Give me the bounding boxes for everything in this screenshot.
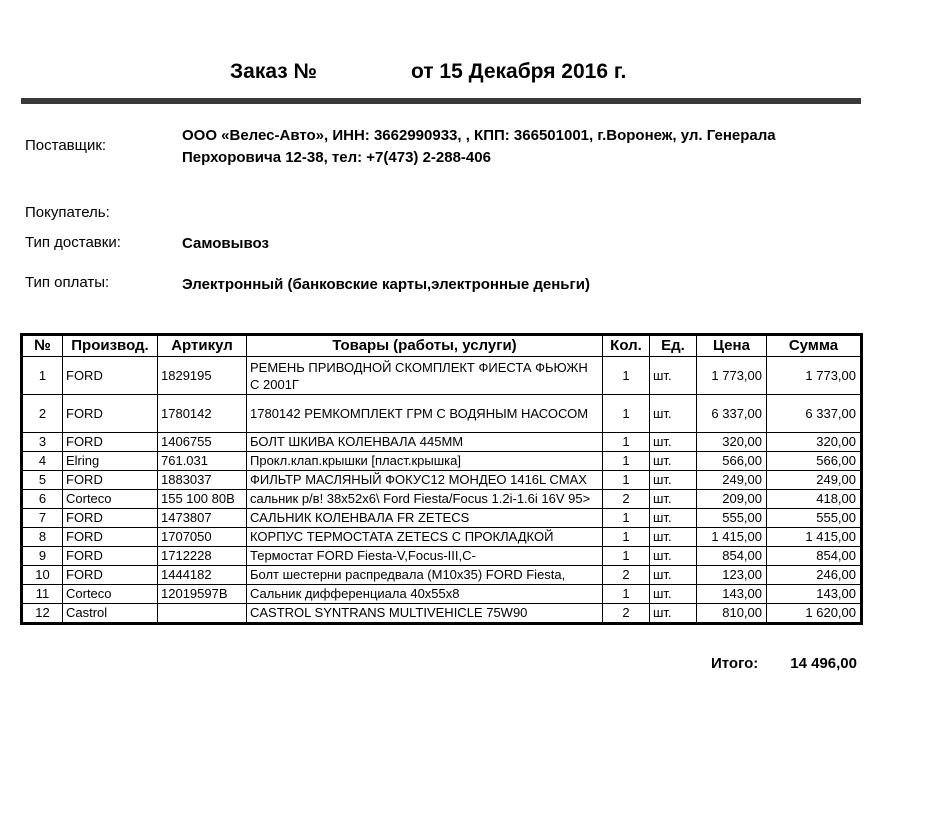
row-number: 1 bbox=[22, 357, 63, 395]
column-header: Кол. bbox=[603, 335, 650, 357]
payment-label: Тип оплаты: bbox=[25, 274, 110, 291]
unit-cell: шт. bbox=[650, 585, 697, 604]
price-cell: 555,00 bbox=[697, 509, 767, 528]
product-name-cell: Прокл.клап.крышки [пласт.крышка] bbox=[247, 452, 603, 471]
table-row bbox=[22, 547, 862, 566]
table-row bbox=[22, 585, 862, 604]
product-name-cell: САЛЬНИК КОЛЕНВАЛА FR ZETECS bbox=[247, 509, 603, 528]
product-name-cell: БОЛТ ШКИВА КОЛЕНВАЛА 445ММ bbox=[247, 433, 603, 452]
price-cell: 566,00 bbox=[697, 452, 767, 471]
order-title bbox=[230, 60, 627, 84]
price-cell: 1 773,00 bbox=[697, 357, 767, 395]
row-number: 10 bbox=[22, 566, 63, 585]
buyer-label: Покупатель: bbox=[25, 204, 110, 221]
table-row bbox=[22, 433, 862, 452]
row-number: 9 bbox=[22, 547, 63, 566]
sku-cell: 1780142 bbox=[158, 395, 247, 433]
product-name-cell: Термостат FORD Fiesta-V,Focus-III,C- bbox=[247, 547, 603, 566]
row-number: 7 bbox=[22, 509, 63, 528]
sum-cell: 249,00 bbox=[767, 471, 862, 490]
unit-cell: шт. bbox=[650, 490, 697, 509]
sum-cell: 854,00 bbox=[767, 547, 862, 566]
product-name-cell: 1780142 РЕМКОМПЛЕКТ ГРМ С ВОДЯНЫМ НАСОСОМ bbox=[247, 395, 603, 433]
sku-cell: 12019597B bbox=[158, 585, 247, 604]
price-cell: 320,00 bbox=[697, 433, 767, 452]
sku-cell bbox=[158, 604, 247, 624]
quantity-cell: 2 bbox=[603, 604, 650, 624]
manufacturer-cell: FORD bbox=[63, 547, 158, 566]
total-label: Итого: bbox=[711, 655, 759, 672]
price-cell: 123,00 bbox=[697, 566, 767, 585]
sum-cell: 1 620,00 bbox=[767, 604, 862, 624]
table-header-row bbox=[22, 335, 862, 357]
manufacturer-cell: FORD bbox=[63, 471, 158, 490]
row-number: 8 bbox=[22, 528, 63, 547]
sum-cell: 555,00 bbox=[767, 509, 862, 528]
sku-cell: 1473807 bbox=[158, 509, 247, 528]
row-number: 5 bbox=[22, 471, 63, 490]
unit-cell: шт. bbox=[650, 395, 697, 433]
quantity-cell: 1 bbox=[603, 509, 650, 528]
sum-cell: 566,00 bbox=[767, 452, 862, 471]
table-row bbox=[22, 471, 862, 490]
header-divider bbox=[21, 98, 861, 104]
quantity-cell: 1 bbox=[603, 528, 650, 547]
unit-cell: шт. bbox=[650, 433, 697, 452]
unit-cell: шт. bbox=[650, 547, 697, 566]
sum-cell: 418,00 bbox=[767, 490, 862, 509]
price-cell: 810,00 bbox=[697, 604, 767, 624]
unit-cell: шт. bbox=[650, 452, 697, 471]
payment-value: Электронный (банковские карты,электронные деньги) bbox=[182, 276, 590, 293]
quantity-cell: 1 bbox=[603, 471, 650, 490]
row-number: 4 bbox=[22, 452, 63, 471]
product-name-cell: Сальник дифференциала 40x55x8 bbox=[247, 585, 603, 604]
table-row bbox=[22, 566, 862, 585]
column-header: Сумма bbox=[767, 335, 862, 357]
table-row bbox=[22, 604, 862, 624]
manufacturer-cell: Elring bbox=[63, 452, 158, 471]
manufacturer-cell: FORD bbox=[63, 433, 158, 452]
row-number: 12 bbox=[22, 604, 63, 624]
manufacturer-cell: FORD bbox=[63, 357, 158, 395]
table-row bbox=[22, 509, 862, 528]
unit-cell: шт. bbox=[650, 566, 697, 585]
sku-cell: 155 100 80B bbox=[158, 490, 247, 509]
price-cell: 209,00 bbox=[697, 490, 767, 509]
manufacturer-cell: FORD bbox=[63, 395, 158, 433]
order-items-table bbox=[20, 333, 863, 625]
column-header: Товары (работы, услуги) bbox=[247, 335, 603, 357]
product-name-cell: Болт шестерни распредвала (M10x35) FORD Fiesta, bbox=[247, 566, 603, 585]
quantity-cell: 1 bbox=[603, 585, 650, 604]
sum-cell: 6 337,00 bbox=[767, 395, 862, 433]
quantity-cell: 1 bbox=[603, 395, 650, 433]
delivery-value: Самовывоз bbox=[182, 235, 269, 252]
price-cell: 143,00 bbox=[697, 585, 767, 604]
table-row bbox=[22, 490, 862, 509]
order-number-label: Заказ № bbox=[230, 60, 317, 83]
order-date: от 15 Декабря 2016 г. bbox=[411, 60, 627, 83]
quantity-cell: 2 bbox=[603, 490, 650, 509]
column-header: Артикул bbox=[158, 335, 247, 357]
unit-cell: шт. bbox=[650, 528, 697, 547]
product-name-cell: CASTROL SYNTRANS MULTIVEHICLE 75W90 bbox=[247, 604, 603, 624]
column-header: № bbox=[22, 335, 63, 357]
sku-cell: 1829195 bbox=[158, 357, 247, 395]
price-cell: 6 337,00 bbox=[697, 395, 767, 433]
table-row bbox=[22, 357, 862, 395]
quantity-cell: 1 bbox=[603, 357, 650, 395]
quantity-cell: 1 bbox=[603, 433, 650, 452]
sum-cell: 1 773,00 bbox=[767, 357, 862, 395]
manufacturer-cell: FORD bbox=[63, 566, 158, 585]
quantity-cell: 1 bbox=[603, 547, 650, 566]
product-name-cell: КОРПУС ТЕРМОСТАТА ZETECS С ПРОКЛАДКОЙ bbox=[247, 528, 603, 547]
sku-cell: 1712228 bbox=[158, 547, 247, 566]
product-name-cell: ФИЛЬТР МАСЛЯНЫЙ ФОКУС12 МОНДЕО 1416L CMAX bbox=[247, 471, 603, 490]
price-cell: 1 415,00 bbox=[697, 528, 767, 547]
manufacturer-cell: FORD bbox=[63, 528, 158, 547]
sku-cell: 761.031 bbox=[158, 452, 247, 471]
column-header: Производ. bbox=[63, 335, 158, 357]
price-cell: 249,00 bbox=[697, 471, 767, 490]
supplier-value: ООО «Велес-Авто», ИНН: 3662990933, , КПП: 366501001, г.Воронеж, ул. Генерала Перхоровича 12-38, тел: +7(473) 2-288-406 bbox=[182, 127, 776, 166]
manufacturer-cell: Corteco bbox=[63, 490, 158, 509]
sku-cell: 1406755 bbox=[158, 433, 247, 452]
sum-cell: 320,00 bbox=[767, 433, 862, 452]
row-number: 3 bbox=[22, 433, 63, 452]
price-cell: 854,00 bbox=[697, 547, 767, 566]
sum-cell: 246,00 bbox=[767, 566, 862, 585]
quantity-cell: 1 bbox=[603, 452, 650, 471]
sku-cell: 1883037 bbox=[158, 471, 247, 490]
sum-cell: 143,00 bbox=[767, 585, 862, 604]
table-row bbox=[22, 395, 862, 433]
quantity-cell: 2 bbox=[603, 566, 650, 585]
product-name-cell: РЕМЕНЬ ПРИВОДНОЙ СКОМПЛЕКТ ФИЕСТА ФЬЮЖН С 2001Г bbox=[247, 357, 603, 395]
unit-cell: шт. bbox=[650, 357, 697, 395]
row-number: 6 bbox=[22, 490, 63, 509]
row-number: 2 bbox=[22, 395, 63, 433]
column-header: Цена bbox=[697, 335, 767, 357]
table-row bbox=[22, 452, 862, 471]
manufacturer-cell: Corteco bbox=[63, 585, 158, 604]
sum-cell: 1 415,00 bbox=[767, 528, 862, 547]
delivery-label: Тип доставки: bbox=[25, 234, 121, 251]
table-row bbox=[22, 528, 862, 547]
unit-cell: шт. bbox=[650, 509, 697, 528]
row-number: 11 bbox=[22, 585, 63, 604]
sku-cell: 1707050 bbox=[158, 528, 247, 547]
unit-cell: шт. bbox=[650, 604, 697, 624]
manufacturer-cell: Castrol bbox=[63, 604, 158, 624]
sku-cell: 1444182 bbox=[158, 566, 247, 585]
manufacturer-cell: FORD bbox=[63, 509, 158, 528]
unit-cell: шт. bbox=[650, 471, 697, 490]
supplier-label: Поставщик: bbox=[25, 137, 107, 154]
column-header: Ед. bbox=[650, 335, 697, 357]
total-value: 14 496,00 bbox=[790, 655, 857, 672]
product-name-cell: сальник р/в! 38x52x6\ Ford Fiesta/Focus 1.2i-1.6i 16V 95> bbox=[247, 490, 603, 509]
